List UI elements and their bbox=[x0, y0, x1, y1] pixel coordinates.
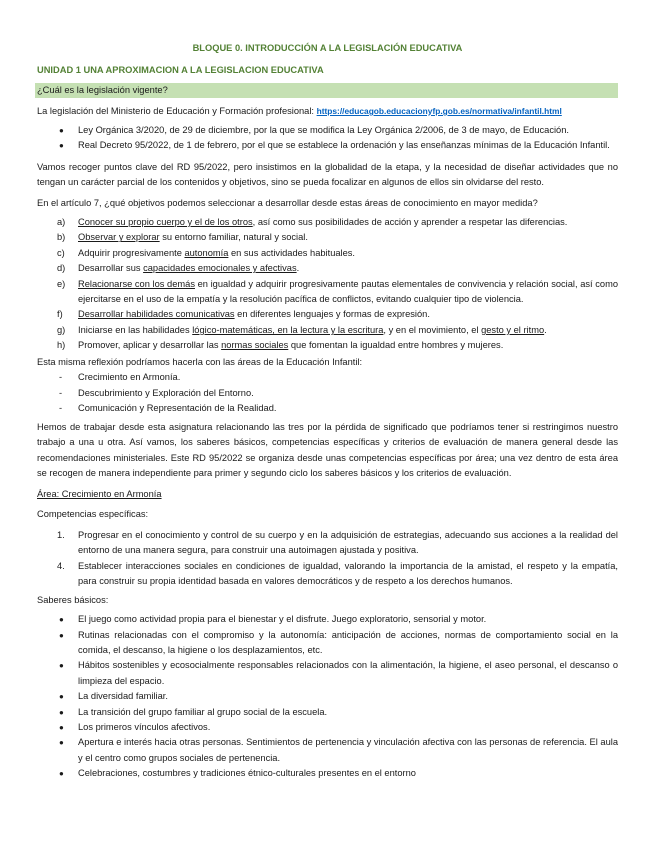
section-heading: ¿Cuál es la legislación vigente? bbox=[35, 83, 618, 98]
saberes-list bbox=[37, 612, 618, 781]
objective-marker: c) bbox=[57, 247, 65, 258]
legislation-intro: La legislación del Ministerio de Educación y Formación profesional: bbox=[37, 106, 317, 116]
objective-text: Desarrollar sus bbox=[78, 263, 144, 274]
legislation-link[interactable]: https://educagob.educacionyfp.gob.es/normativa/infantil.html bbox=[316, 106, 562, 116]
saber-item bbox=[37, 689, 618, 704]
saber-item bbox=[37, 705, 618, 720]
bullet-icon: ● bbox=[59, 692, 64, 702]
objective-marker: a) bbox=[57, 217, 66, 227]
underlined-text: normas sociales bbox=[221, 340, 289, 351]
bullet-icon: ● bbox=[59, 126, 64, 135]
objective-item bbox=[37, 323, 618, 338]
objective-item bbox=[37, 215, 618, 230]
saber-item bbox=[37, 658, 618, 689]
competencia-text: Establecer interacciones sociales en condiciones de igualdad, valorando la importancia de la amistad, el respeto y la empatía, para construir su propia identidad basada en valores democráticos y de respeto a los derechos humanos. bbox=[78, 560, 618, 587]
block-title: BLOQUE 0. INTRODUCCIÓN A LA LEGISLACIÓN EDUCATIVA bbox=[192, 43, 463, 53]
objective-text: , así como sus posibilidades de acción y aprender a respetar las diferencias. bbox=[252, 217, 568, 227]
paragraph-hemos: Hemos de trabajar desde esta asignatura relacionando las tres por la pérdida de significado que podríamos tener si restringimos nuestro trabajo a una u otra. Así vamos, los saberes básicos, competencias específicas y criterios de evaluación de manera general desde las recomendaciones ministeriales. Este RD 95/2022 se organiza desde unas competencias específicas por área; una vez dentro de esta área se recogen de manera independiente para primer y segundo ciclo los saberes básicos y los criterios de evaluación. bbox=[37, 422, 618, 479]
bullet-icon: ● bbox=[59, 722, 64, 732]
objective-text: Iniciarse en las habilidades bbox=[78, 324, 193, 335]
saber-item bbox=[37, 735, 618, 766]
bullet-icon: ● bbox=[59, 769, 64, 779]
objective-text: . bbox=[296, 263, 300, 274]
saber-text: La transición del grupo familiar al grupo social de la escuela. bbox=[78, 706, 328, 717]
objective-item bbox=[37, 246, 618, 261]
underlined-text: autonomía bbox=[184, 247, 229, 258]
list-item bbox=[37, 138, 618, 153]
competencia-number: 4. bbox=[57, 560, 65, 571]
list-item bbox=[37, 370, 618, 385]
bullet-icon: ● bbox=[59, 738, 64, 748]
areas-list bbox=[37, 370, 618, 416]
objective-text: , y en el movimiento, el bbox=[383, 324, 482, 335]
saber-text: Hábitos sostenibles y ecosocialmente responsables relacionados con la alimentación, la higiene, el aseo personal, el descanso o limpieza del espacio. bbox=[78, 660, 618, 686]
bullet-icon: ● bbox=[59, 141, 64, 151]
bullet-icon: ● bbox=[59, 630, 64, 640]
objective-item bbox=[37, 338, 618, 353]
area-heading-text: Área: Crecimiento en Armonía bbox=[37, 489, 162, 500]
objective-marker: h) bbox=[57, 340, 66, 351]
underlined-text: Desarrollar habilidades comunicativas bbox=[78, 309, 235, 320]
objective-marker: e) bbox=[57, 278, 66, 289]
saber-item bbox=[37, 628, 618, 659]
list-item-text: Ley Orgánica 3/2020, de 29 de diciembre, por la que se modifica la Ley Orgánica 2/2006, de 3 de mayo, de Educación. bbox=[78, 125, 569, 135]
underlined-text: Observar y explorar bbox=[78, 232, 160, 243]
saber-text: Celebraciones, costumbres y tradiciones étnico-culturales presentes en el entorno bbox=[78, 768, 416, 779]
underlined-text: gesto y el ritmo bbox=[481, 324, 545, 335]
objective-text: . bbox=[544, 324, 547, 335]
objective-text: en sus actividades habituales. bbox=[228, 247, 356, 258]
objective-text: su entorno familiar, natural y social. bbox=[159, 232, 308, 243]
saber-text: Apertura e interés hacia otras personas. Sentimientos de pertenencia y vinculación afectiva con las personas de referencia. El aula y el centro como grupos sociales de pertenencia. bbox=[78, 737, 618, 763]
objective-text: Adquirir progresivamente bbox=[78, 247, 185, 258]
list-item bbox=[37, 123, 618, 138]
objective-marker: g) bbox=[57, 324, 66, 335]
competencias-list bbox=[37, 528, 618, 590]
objective-text: que fomentan la igualdad entre hombres y mujeres. bbox=[288, 340, 504, 351]
saber-item bbox=[37, 720, 618, 735]
bullet-icon: ● bbox=[59, 707, 64, 717]
list-item bbox=[37, 386, 618, 401]
objective-text: Promover, aplicar y desarrollar las bbox=[78, 340, 222, 351]
objective-item bbox=[37, 230, 618, 245]
objective-item bbox=[37, 277, 618, 308]
dash-icon: - bbox=[59, 372, 63, 383]
objective-text: en diferentes lenguajes y formas de expresión. bbox=[234, 309, 430, 320]
saber-text: El juego como actividad propia para el bienestar y el disfrute. Juego exploratorio, sensorial y motor. bbox=[78, 614, 487, 625]
saber-item bbox=[37, 766, 618, 781]
competencia-text: Progresar en el conocimiento y control de su cuerpo y en la adquisición de estrategias, adecuando sus acciones a la realidad del entorno de una manera segura, para construir una autoimagen ajustada y positiva. bbox=[78, 530, 618, 556]
area-heading bbox=[37, 487, 618, 502]
competencia-item bbox=[37, 528, 618, 559]
underlined-text: capacidades emocionales y afectivas bbox=[143, 263, 297, 274]
underlined-text: Relacionarse con los demás bbox=[78, 278, 195, 289]
list-item bbox=[37, 401, 618, 416]
paragraph-vamos: Vamos recoger puntos clave del RD 95/2022, pero insistimos en la globalidad de la etapa, y la necesidad de diseñar actividades que no tengan un carácter parcial de los contenidos y objetivos, sino se pueda focalizar en algunos de ellos sin olvidarse del resto. bbox=[37, 162, 618, 188]
list-item-text: Real Decreto 95/2022, de 1 de febrero, por el que se establece la ordenación y las enseñanzas mínimas de la Educación Infantil. bbox=[78, 140, 610, 151]
paragraph-articulo: En el artículo 7, ¿qué objetivos podemos seleccionar a desarrollar desde estas áreas de conocimiento en mayor medida? bbox=[37, 198, 538, 208]
objective-item bbox=[37, 261, 618, 276]
document-page bbox=[37, 0, 618, 782]
objectives-list bbox=[37, 215, 618, 354]
objective-marker: b) bbox=[57, 232, 66, 243]
saber-text: La diversidad familiar. bbox=[78, 691, 168, 702]
list-item-text: Comunicación y Representación de la Realidad. bbox=[78, 403, 277, 414]
legislation-paragraph bbox=[37, 104, 618, 119]
competencia-number: 1. bbox=[57, 530, 65, 541]
saber-text: Rutinas relacionadas con el compromiso y la autonomía: anticipación de acciones, normas de comportamiento social en la comida, el descanso, la higiene o los desplazamientos, etc. bbox=[78, 629, 618, 655]
dash-icon: - bbox=[59, 387, 63, 398]
laws-list bbox=[37, 123, 618, 154]
underlined-text: lógico-matemáticas, en la lectura y la escritura bbox=[192, 324, 384, 335]
objective-marker: d) bbox=[57, 263, 66, 274]
paragraph-areas: Esta misma reflexión podríamos hacerla con las áreas de la Educación Infantil: bbox=[37, 357, 363, 368]
saber-item bbox=[37, 612, 618, 627]
dash-icon: - bbox=[59, 403, 63, 414]
unit-heading: UNIDAD 1 UNA APROXIMACION A LA LEGISLACION EDUCATIVA bbox=[37, 65, 324, 75]
saber-text: Los primeros vínculos afectivos. bbox=[78, 721, 211, 732]
list-item-text: Descubrimiento y Exploración del Entorno. bbox=[78, 387, 254, 398]
bullet-icon: ● bbox=[59, 661, 64, 671]
competencias-label: Competencias específicas: bbox=[37, 509, 149, 520]
objective-text: en igualdad y adquirir progresivamente pautas elementales de convivencia y relación social, así como ejercitarse en el uso de la empatía y la resolución pacífica de conflictos, evitando cualquier tipo de violencia. bbox=[78, 278, 618, 305]
list-item-text: Crecimiento en Armonía. bbox=[78, 372, 181, 383]
bullet-icon: ● bbox=[59, 615, 64, 625]
underlined-text: Conocer su propio cuerpo y el de los otros bbox=[78, 217, 253, 227]
objective-item bbox=[37, 307, 618, 322]
competencia-item bbox=[37, 559, 618, 590]
saberes-label: Saberes básicos: bbox=[37, 595, 109, 606]
objective-marker: f) bbox=[57, 309, 63, 320]
